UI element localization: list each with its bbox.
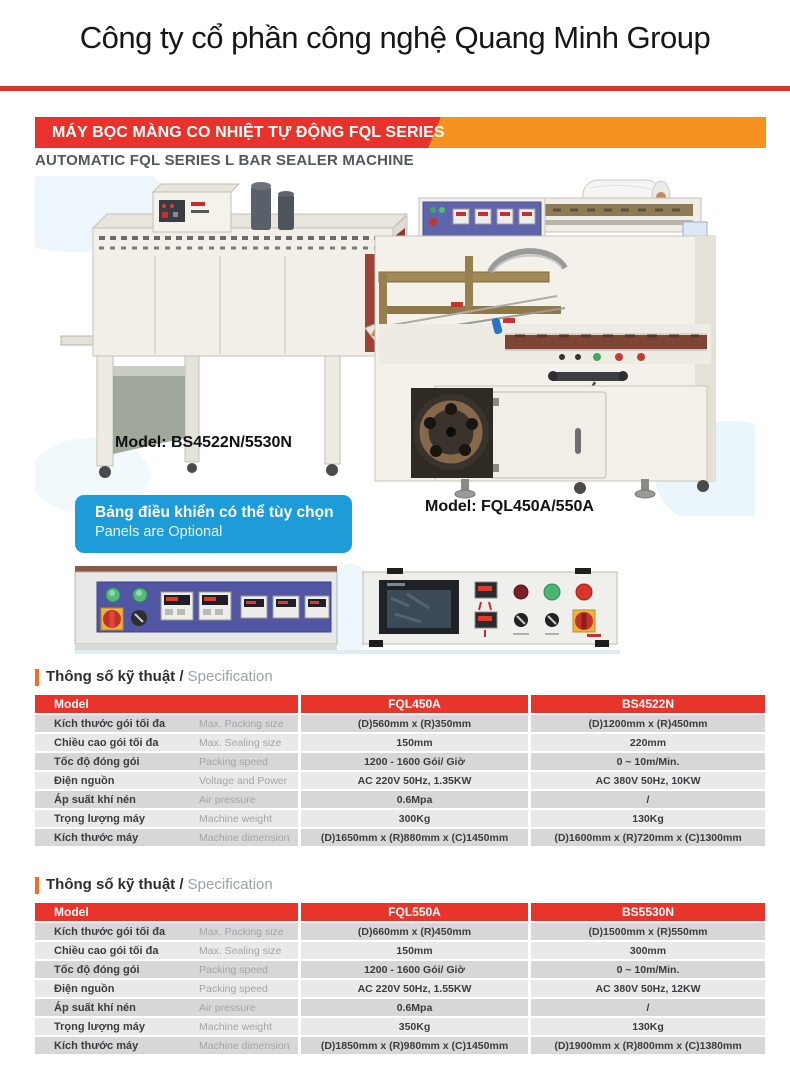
spec-label-cell [35, 961, 298, 978]
spec-value-col1: 1200 - 1600 Gói/ Giờ [301, 753, 528, 770]
banner-title-en: AUTOMATIC FQL SERIES L BAR SEALER MACHINE [35, 152, 414, 169]
spec-value-col2: (D)1200mm x (R)450mm [531, 715, 765, 732]
callout-line-vi: Bảng điều khiển có thể tùy chọn [95, 504, 334, 521]
spec-row [35, 791, 765, 808]
l-bar-sealer-machine [375, 180, 715, 498]
heading-accent-bar [35, 877, 39, 894]
spec-value-col1: (D)1650mm x (R)880mm x (C)1450mm [301, 829, 528, 846]
spec-row [35, 715, 765, 732]
spec-value-col2: / [531, 791, 765, 808]
spec-label-cell [35, 1018, 298, 1035]
header-model: Model [35, 695, 298, 713]
spec-row [35, 810, 765, 827]
spec-table-2 [35, 903, 765, 1054]
header-divider-rule [0, 86, 790, 91]
spec-value-col2: 300mm [531, 942, 765, 959]
spec-label-vi: Tốc độ đóng gói [54, 963, 140, 976]
spec-value-col2: (D)1500mm x (R)550mm [531, 923, 765, 940]
sealer-model-label: Model: FQL450A/550A [425, 498, 594, 515]
panels-optional-callout [75, 495, 352, 553]
spec-label-en: Packing speed [199, 963, 268, 976]
spec-label-cell [35, 999, 298, 1016]
spec-label-cell [35, 980, 298, 997]
banner-title-vi: MÁY BỌC MÀNG CO NHIỆT TỰ ĐỘNG FQL SERIES [52, 124, 445, 141]
tunnel-model-label: Model: BS4522N/5530N [115, 434, 292, 451]
spec-label-en: Packing speed [199, 755, 268, 768]
spec-label-vi: Kích thước gói tối đa [54, 925, 166, 938]
spec-row [35, 999, 765, 1016]
spec-label-vi: Chiều cao gói tối đa [54, 944, 159, 957]
spec-label-cell [35, 1037, 298, 1054]
panel-photo-right [363, 568, 617, 647]
spec-label-vi: Chiều cao gói tối đa [54, 736, 159, 749]
spec-value-col1: 0.6Mpa [301, 791, 528, 808]
series-banner [35, 117, 766, 148]
spec-value-col1: 1200 - 1600 Gói/ Giờ [301, 961, 528, 978]
spec-label-en: Air pressure [199, 793, 256, 806]
spec-label-cell [35, 791, 298, 808]
heading-vi: Thông số kỹ thuật / [46, 668, 184, 685]
spec-label-en: Machine dimension [199, 1039, 290, 1052]
spec-value-col2: / [531, 999, 765, 1016]
spec-row [35, 1018, 765, 1035]
header-model-b: BS5530N [531, 903, 765, 921]
spec-label-cell [35, 829, 298, 846]
spec-value-col1: (D)560mm x (R)350mm [301, 715, 528, 732]
spec-value-col2: 0 ~ 10m/Min. [531, 753, 765, 770]
heading-en: Specification [187, 876, 273, 893]
spec-row [35, 942, 765, 959]
spec-label-cell [35, 942, 298, 959]
spec-value-col1: 300Kg [301, 810, 528, 827]
spec-value-col2: AC 380V 50Hz, 10KW [531, 772, 765, 789]
spec-label-en: Machine weight [199, 812, 272, 825]
spec-label-en: Machine dimension [199, 831, 290, 844]
spec-table-1 [35, 695, 765, 846]
spec-label-cell [35, 923, 298, 940]
machines-illustration [35, 176, 755, 516]
spec-value-col1: 0.6Mpa [301, 999, 528, 1016]
spec-value-col2: AC 380V 50Hz, 12KW [531, 980, 765, 997]
spec-value-col2: (D)1900mm x (R)800mm x (C)1380mm [531, 1037, 765, 1054]
spec-label-cell [35, 810, 298, 827]
spec-label-vi: Điện nguồn [54, 982, 115, 995]
spec-label-cell [35, 772, 298, 789]
spec-label-vi: Áp suất khí nén [54, 1001, 136, 1014]
spec-value-col1: (D)1850mm x (R)980mm x (C)1450mm [301, 1037, 528, 1054]
spec-value-col2: 220mm [531, 734, 765, 751]
spec-row [35, 961, 765, 978]
spec-value-col1: (D)660mm x (R)450mm [301, 923, 528, 940]
company-title: Công ty cổ phần công nghệ Quang Minh Group [79, 20, 711, 55]
spec-row [35, 753, 765, 770]
spec-value-col2: (D)1600mm x (R)720mm x (C)1300mm [531, 829, 765, 846]
heading-accent-bar [35, 669, 39, 686]
spec-value-col1: AC 220V 50Hz, 1.35KW [301, 772, 528, 789]
spec-label-cell [35, 734, 298, 751]
spec-label-vi: Tốc độ đóng gói [54, 755, 140, 768]
heading-en: Specification [187, 668, 273, 685]
spec-label-cell [35, 715, 298, 732]
spec-label-en: Voltage and Power [199, 774, 288, 787]
spec-row [35, 734, 765, 751]
heading-vi: Thông số kỹ thuật / [46, 876, 184, 893]
callout-line-en: Panels are Optional [95, 524, 223, 540]
product-photo [35, 176, 755, 516]
spec-label-vi: Trọng lượng máy [54, 812, 145, 825]
spec-label-en: Packing speed [199, 982, 268, 995]
spec-label-vi: Áp suất khí nén [54, 793, 136, 806]
spec-value-col1: 350Kg [301, 1018, 528, 1035]
spec-label-vi: Trọng lượng máy [54, 1020, 145, 1033]
spec-label-en: Machine weight [199, 1020, 272, 1033]
spec-label-en: Max. Sealing size [199, 736, 282, 749]
header-model-b: BS4522N [531, 695, 765, 713]
spec-label-vi: Điện nguồn [54, 774, 115, 787]
spec-table-header [35, 903, 765, 921]
spec-label-en: Max. Packing size [199, 925, 284, 938]
spec-row [35, 1037, 765, 1054]
spec-label-vi: Kích thước máy [54, 1039, 139, 1052]
panel-photo-left [75, 566, 337, 650]
spec-value-col2: 0 ~ 10m/Min. [531, 961, 765, 978]
spec-row [35, 980, 765, 997]
spec-label-en: Max. Packing size [199, 717, 284, 730]
spec-label-cell [35, 753, 298, 770]
control-panels-illustration [35, 558, 755, 658]
spec-label-en: Air pressure [199, 1001, 256, 1014]
spec-row [35, 772, 765, 789]
spec-value-col2: 130Kg [531, 1018, 765, 1035]
spec-value-col1: AC 220V 50Hz, 1.55KW [301, 980, 528, 997]
header-model: Model [35, 903, 298, 921]
spec-label-en: Max. Sealing size [199, 944, 282, 957]
spec-table-header [35, 695, 765, 713]
spec-row [35, 829, 765, 846]
control-panel-photos [35, 558, 755, 658]
header-model-a: FQL450A [301, 695, 528, 713]
spec-label-vi: Kích thước máy [54, 831, 139, 844]
header-model-a: FQL550A [301, 903, 528, 921]
spec-value-col1: 150mm [301, 942, 528, 959]
spec-row [35, 923, 765, 940]
spec-value-col1: 150mm [301, 734, 528, 751]
spec-value-col2: 130Kg [531, 810, 765, 827]
spec-label-vi: Kích thước gói tối đa [54, 717, 166, 730]
